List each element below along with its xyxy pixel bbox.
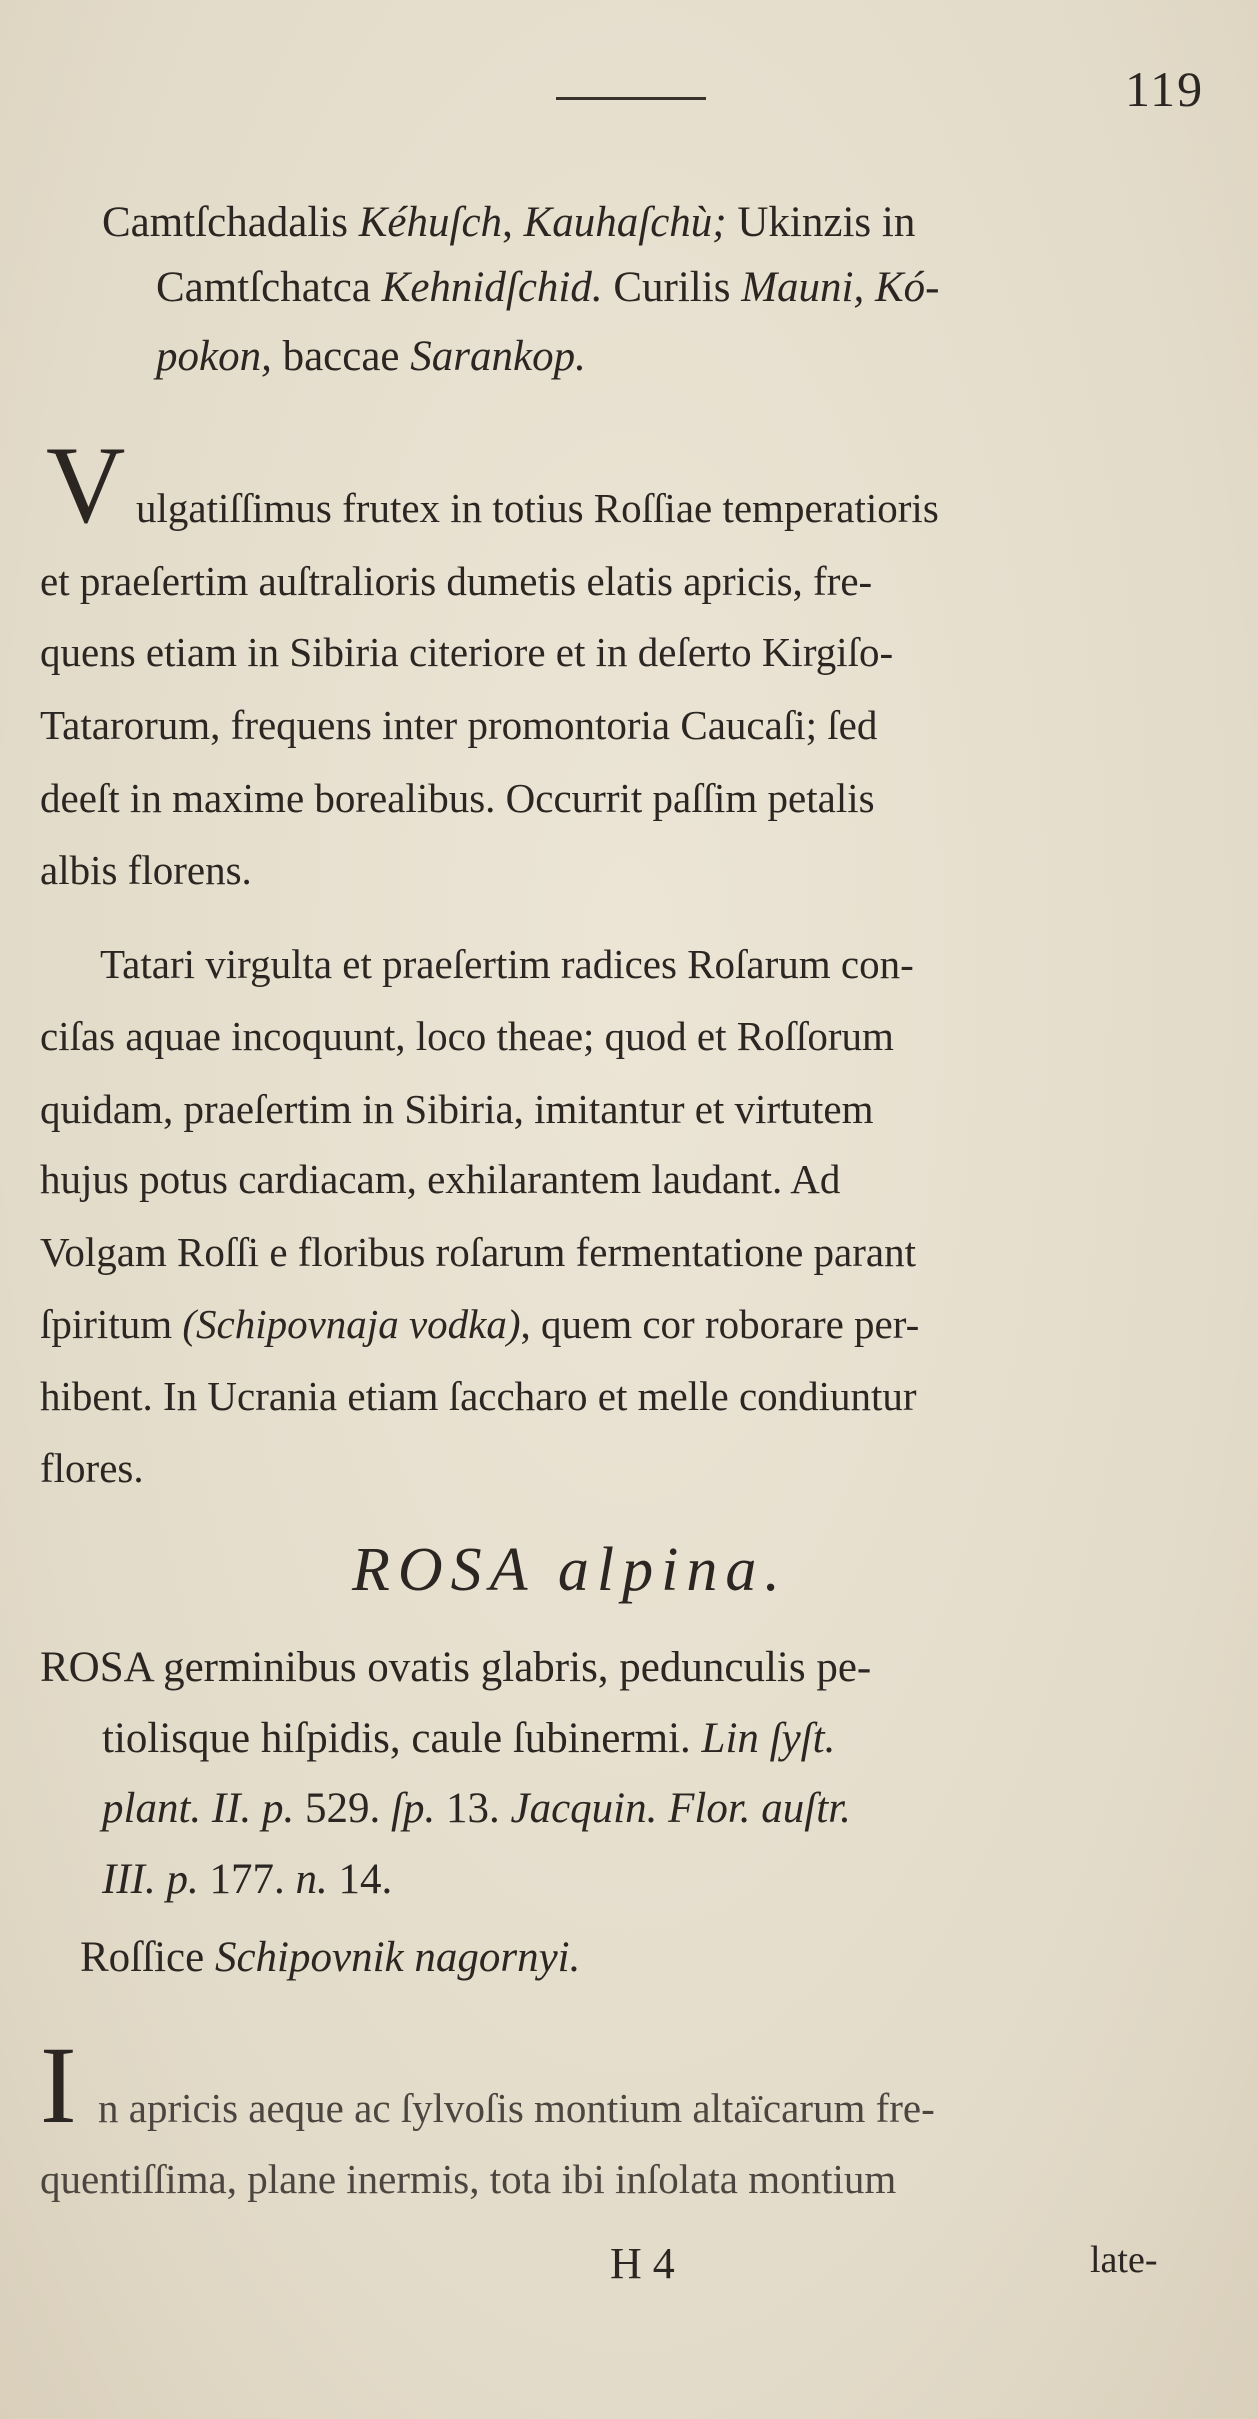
p2-line-6: [40, 1300, 919, 1348]
text-span: 177.: [198, 1856, 296, 1903]
p2-line-8: flores.: [40, 1445, 144, 1491]
species-line-3: [102, 1784, 851, 1833]
text-span: ſpiritum: [40, 1301, 183, 1347]
text-span: 13.: [435, 1785, 511, 1832]
p1-line-2: et praeſertim auſtralioris dumetis elatis apricis, fre-: [40, 558, 873, 604]
text-span: ,: [502, 199, 524, 246]
text-span: Roſſice: [80, 1934, 215, 1981]
p3-line-1: n apricis aeque ac ſylvoſis montium altaïcarum fre-: [98, 2085, 935, 2131]
page-number: 119: [1125, 61, 1205, 117]
vernacular-name: Mauni, Kó-: [741, 264, 940, 311]
header-rule: [556, 97, 706, 100]
species-line-2: [102, 1714, 835, 1763]
text-span: Camtſchadalis: [102, 199, 359, 246]
citation: III. p.: [102, 1856, 199, 1903]
text-span: Camtſchatca: [156, 264, 382, 311]
vernacular-name: (Schipovnaja vodka): [182, 1301, 521, 1347]
p2-line-5: Volgam Roſſi e floribus roſarum fermentatione parant: [40, 1229, 916, 1275]
p1-line-3: quens etiam in Sibiria citeriore et in deſerto Kirgiſo-: [40, 629, 894, 675]
vernacular-name: Sarankop.: [410, 333, 586, 380]
p2-line-7: hibent. In Ucrania etiam ſaccharo et melle condiuntur: [40, 1373, 917, 1419]
p2-line-4: hujus potus cardiacam, exhilarantem laudant. Ad: [40, 1156, 841, 1202]
catchword: late-: [1090, 2239, 1158, 2281]
vernacular-name: Schipovnik nagornyi.: [214, 1934, 581, 1981]
intro-line-2: [156, 263, 939, 312]
text-span: Curilis: [602, 264, 742, 311]
species-line-5: [80, 1933, 580, 1982]
citation: n.: [295, 1856, 328, 1903]
p1-line-6: albis florens.: [40, 847, 252, 893]
text-span: , quem cor roborare per-: [520, 1301, 920, 1347]
vernacular-name: Kauhaſchù;: [523, 199, 727, 246]
intro-line-1: [102, 198, 915, 247]
drop-cap-v: V: [46, 424, 126, 546]
text-span: 529.: [294, 1785, 392, 1832]
p1-line-1: ulgatiſſimus frutex in totius Roſſiae temperatioris: [136, 485, 939, 531]
p1-line-5: deeſt in maxime borealibus. Occurrit paſſim petalis: [40, 775, 875, 821]
p2-line-3: quidam, praeſertim in Sibiria, imitantur et virtutem: [40, 1086, 874, 1132]
drop-cap-i: I: [40, 2024, 77, 2146]
section-heading: ROSA alpina.: [352, 1536, 788, 1604]
p2-line-1: Tatari virgulta et praeſertim radices Roſarum con-: [100, 941, 914, 987]
p1-line-4: Tatarorum, frequens inter promontoria Caucaſi; ſed: [40, 702, 878, 748]
citation: plant. II. p.: [102, 1785, 295, 1832]
text-span: tiolisque hiſpidis, caule ſubinermi.: [102, 1715, 702, 1762]
text-span: baccae: [271, 333, 411, 380]
p2-line-2: ciſas aquae incoquunt, loco theae; quod et Roſſorum: [40, 1013, 894, 1059]
signature-mark: H 4: [610, 2239, 675, 2288]
vernacular-name: pokon,: [156, 333, 272, 380]
species-line-1: ROSA germinibus ovatis glabris, pedunculis pe-: [40, 1644, 872, 1691]
text-span: 14.: [327, 1856, 393, 1903]
citation: ſp.: [391, 1785, 436, 1832]
intro-line-3: [156, 332, 586, 381]
species-line-4: [102, 1855, 392, 1904]
vernacular-name: Kehnidſchid.: [381, 264, 603, 311]
citation: Lin ſyſt.: [701, 1715, 836, 1762]
vernacular-name: Kéhuſch: [358, 199, 503, 246]
text-span: Ukinzis in: [726, 199, 916, 246]
p3-line-2: quentiſſima, plane inermis, tota ibi inſolata montium: [40, 2156, 897, 2202]
citation: Jacquin. Flor. auſtr.: [510, 1785, 851, 1832]
